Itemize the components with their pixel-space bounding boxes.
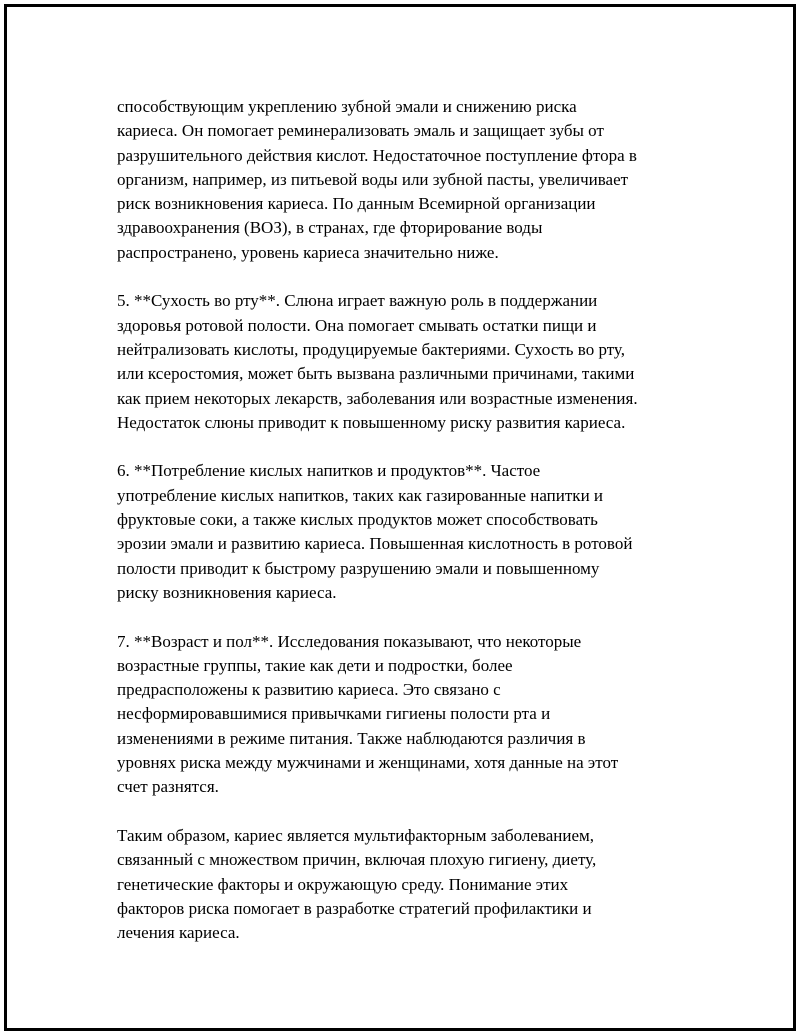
- paragraph-acidic-drinks: [117, 459, 697, 605]
- document-body: [117, 95, 697, 970]
- text-line: Таким образом, кариес является мультифакторным заболеванием,: [117, 825, 595, 845]
- text-line: организм, например, из питьевой воды или зубной пасты, увеличивает: [117, 169, 629, 189]
- text-line: как прием некоторых лекарств, заболевания или возрастные изменения.: [117, 388, 638, 408]
- text-line: 5. **Сухость во рту**. Слюна играет важную роль в поддержании: [117, 291, 598, 311]
- text-line: лечения кариеса.: [117, 923, 240, 943]
- paragraph-fluoride-conclusion: [117, 95, 697, 265]
- text-line: способствующим укреплению зубной эмали и снижению риска: [117, 97, 577, 116]
- text-line: 6. **Потребление кислых напитков и продуктов**. Частое: [117, 461, 541, 481]
- text-line: Недостаток слюны приводит к повышенному риску развития кариеса.: [117, 412, 626, 432]
- text-line: нейтрализовать кислоты, продуцируемые бактериями. Сухость во рту,: [117, 339, 625, 359]
- text-line: уровнях риска между мужчинами и женщинами, хотя данные на этот: [117, 753, 619, 773]
- text-line: связанный с множеством причин, включая плохую гигиену, диету,: [117, 850, 597, 870]
- text-line: изменениями в режиме питания. Также наблюдаются различия в: [117, 728, 586, 748]
- text-line: риску возникновения кариеса.: [117, 582, 337, 602]
- text-line: здравоохранения (ВОЗ), в странах, где фторирование воды: [117, 218, 543, 238]
- text-line: эрозии эмали и развитию кариеса. Повышенная кислотность в ротовой: [117, 534, 633, 554]
- text-line: полости приводит к быстрому разрушению эмали и повышенному: [117, 558, 600, 578]
- paragraph-age-sex: [117, 630, 697, 800]
- paragraph-summary: [117, 824, 697, 945]
- text-line: распространено, уровень кариеса значительно ниже.: [117, 242, 499, 262]
- text-line: генетические факторы и окружающую среду. Понимание этих: [117, 874, 569, 894]
- text-line: 7. **Возраст и пол**. Исследования показывают, что некоторые: [117, 631, 582, 651]
- text-line: факторов риска помогает в разработке стратегий профилактики и: [117, 898, 592, 918]
- text-line: фруктовые соки, а также кислых продуктов может способствовать: [117, 510, 598, 530]
- text-line: несформировавшимися привычками гигиены полости рта и: [117, 704, 551, 724]
- text-line: разрушительного действия кислот. Недостаточное поступление фтора в: [117, 145, 637, 165]
- text-line: счет разнятся.: [117, 777, 219, 797]
- text-line: здоровья ротовой полости. Она помогает смывать остатки пищи и: [117, 315, 597, 335]
- paragraph-dry-mouth: [117, 289, 697, 435]
- text-line: возрастные группы, такие как дети и подростки, более: [117, 655, 513, 675]
- text-line: употребление кислых напитков, таких как газированные напитки и: [117, 485, 604, 505]
- text-line: предрасположены к развитию кариеса. Это связано с: [117, 680, 501, 700]
- text-line: кариеса. Он помогает реминерализовать эмаль и защищает зубы от: [117, 121, 604, 141]
- text-line: риск возникновения кариеса. По данным Всемирной организации: [117, 194, 596, 214]
- text-line: или ксеростомия, может быть вызвана различными причинами, такими: [117, 364, 635, 384]
